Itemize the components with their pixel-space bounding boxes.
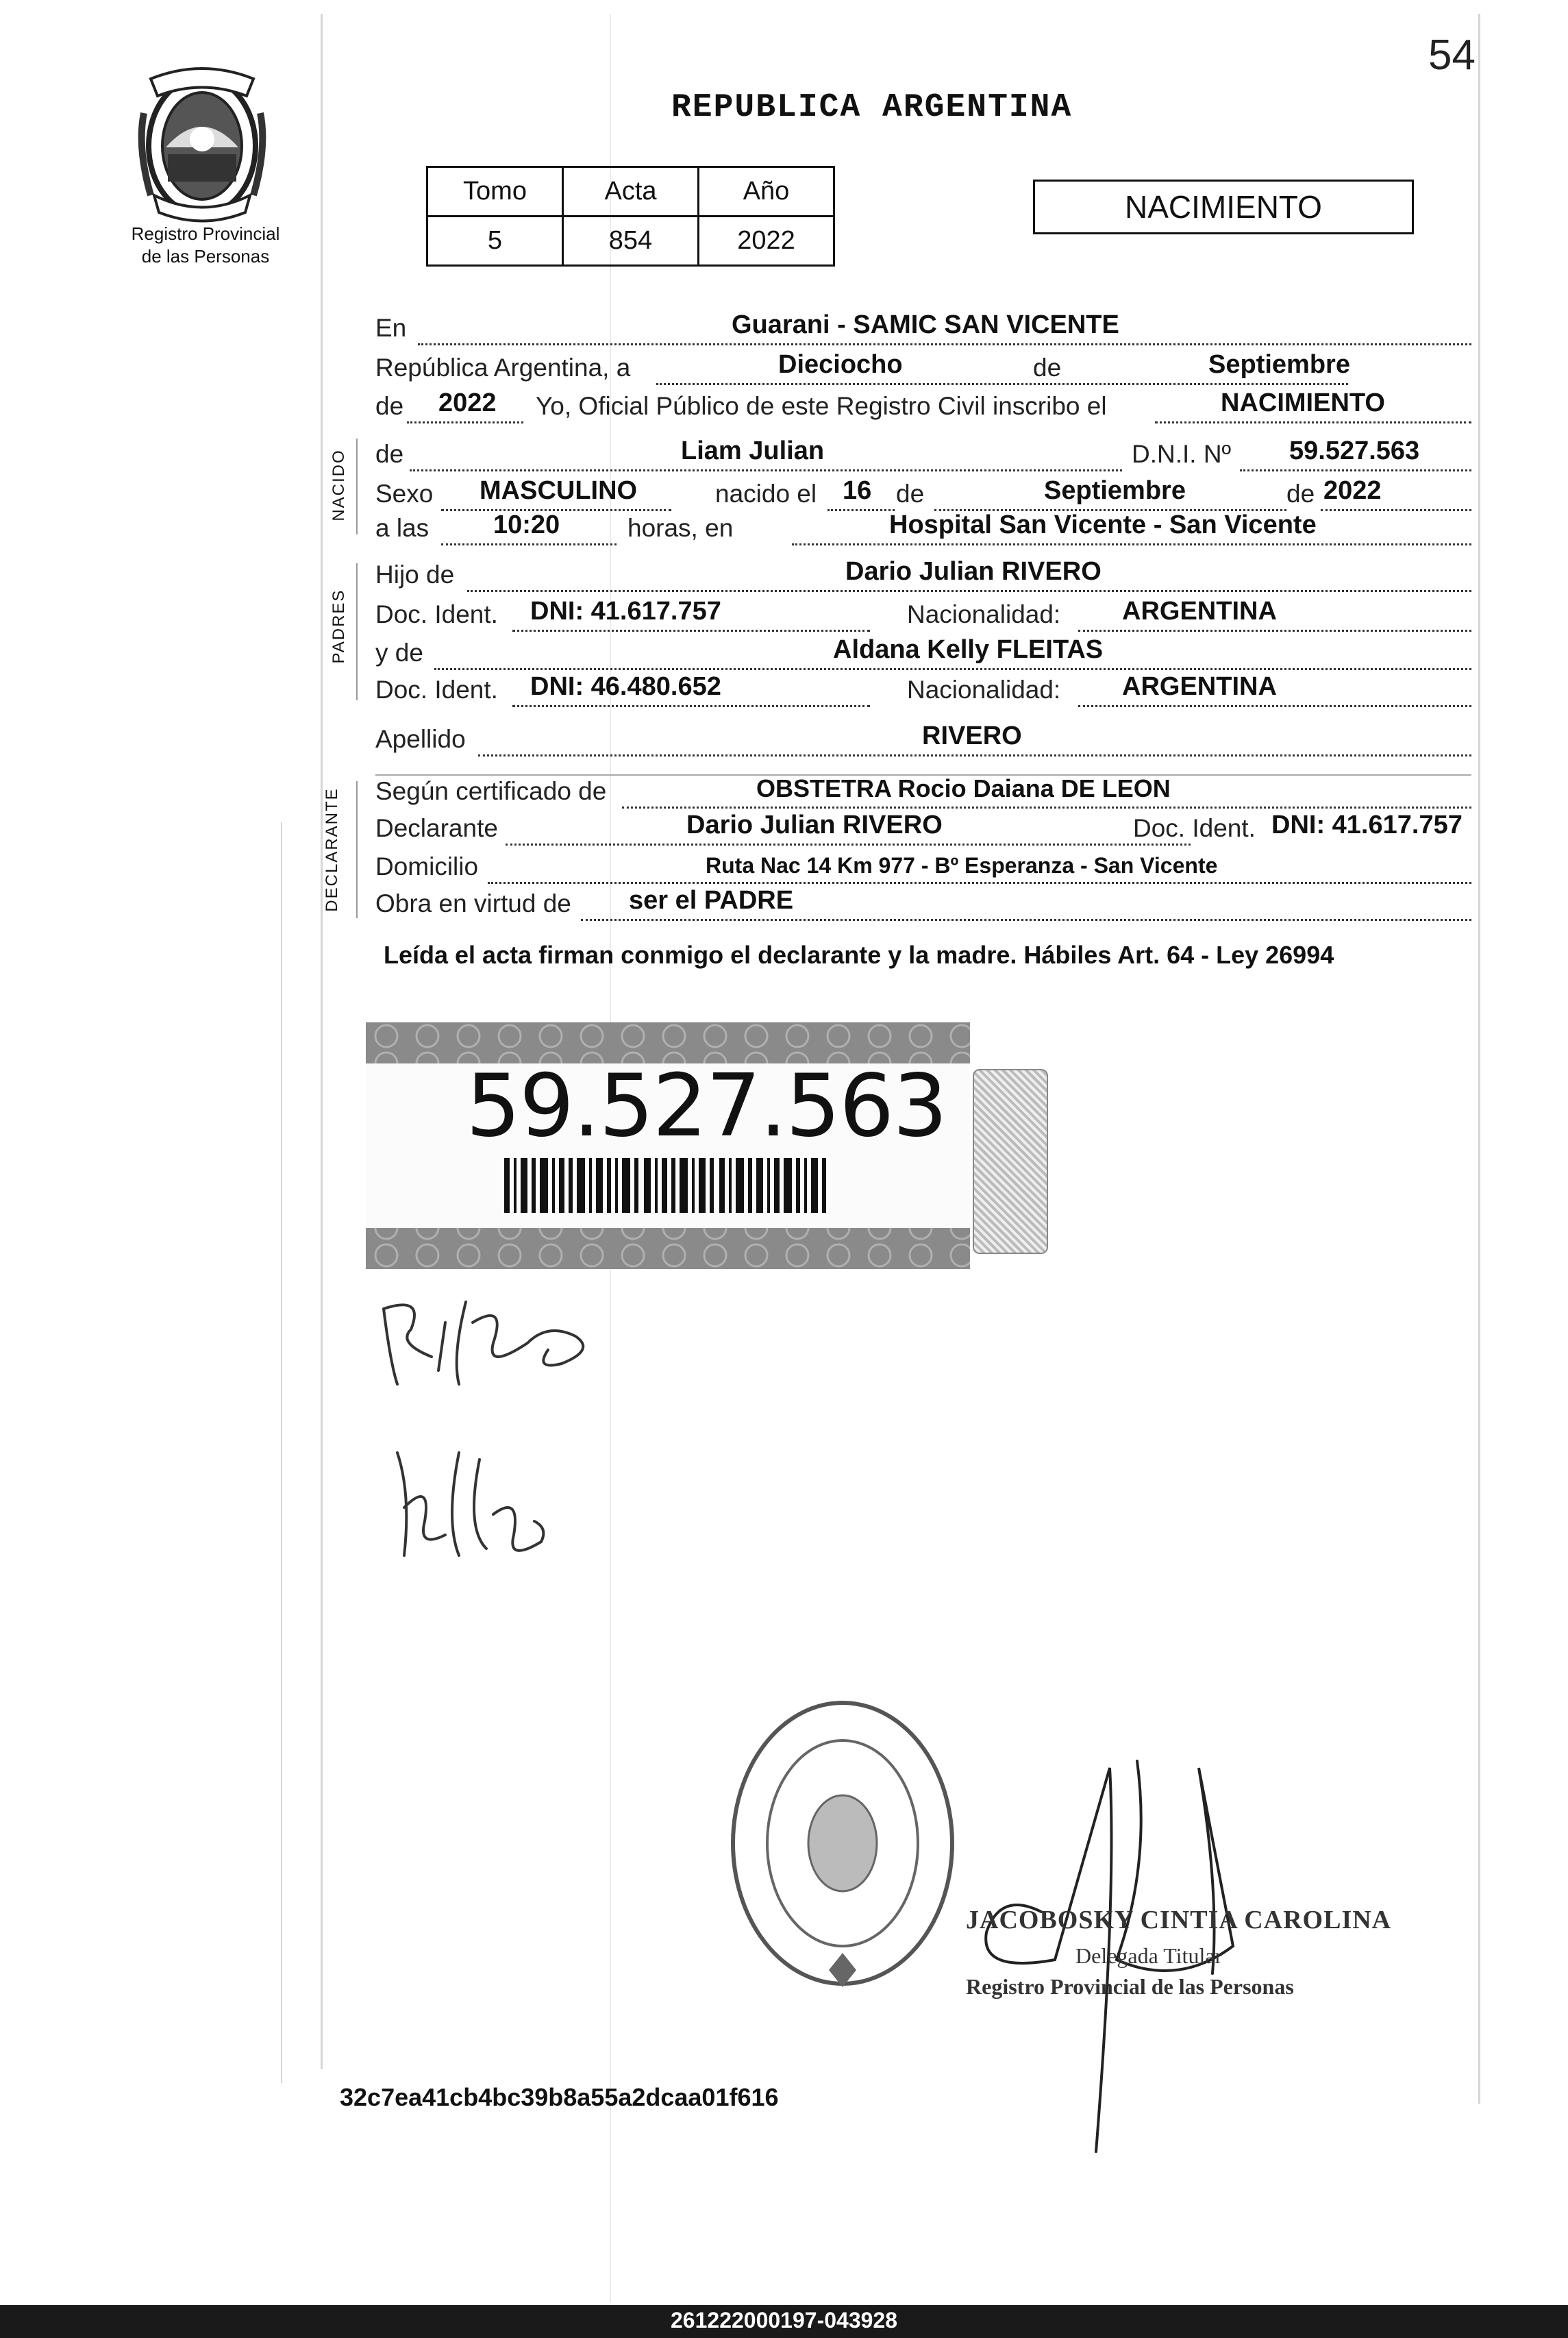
section-divider <box>356 563 358 700</box>
record-table-cell: 5 <box>427 217 563 266</box>
label-nacido-el: nacido el <box>715 480 817 508</box>
label-domicilio: Domicilio <box>375 852 479 881</box>
row-hora <box>375 508 1471 551</box>
label-doc-ident: Doc. Ident. <box>375 676 498 704</box>
value-sexo: MASCULINO <box>480 476 638 505</box>
section-label-declarante: DECLARANTE <box>323 787 341 912</box>
official-title: Delegada Titular <box>1075 1943 1223 1968</box>
label-de: de <box>1030 354 1064 382</box>
value-place: Guarani - SAMIC SAN VICENTE <box>732 310 1119 339</box>
label-declarante: Declarante <box>375 814 498 842</box>
value-apellido: RIVERO <box>922 722 1022 750</box>
label-horas: horas, en <box>627 514 734 542</box>
row-nacido-name <box>375 434 1471 477</box>
label-en: En <box>375 314 407 342</box>
official-name: JACOBOSKY CINTIA CAROLINA <box>966 1906 1392 1934</box>
footer-code: 261222000197-043928 <box>671 2308 897 2333</box>
sticker-dni-number: 59.527.563 <box>466 1055 947 1156</box>
row-apellido <box>375 719 1471 762</box>
value-month: Septiembre <box>1208 350 1350 379</box>
label-hijo-de: Hijo de <box>375 561 455 589</box>
value-certificado: OBSTETRA Rocio Daiana DE LEON <box>756 774 1171 802</box>
record-table-cell: 854 <box>563 217 699 266</box>
label-las: a las <box>375 514 430 542</box>
record-table-header: Tomo <box>427 167 563 217</box>
row-y-de <box>375 633 1471 676</box>
row-republica <box>375 348 1471 391</box>
label-de-month: de <box>896 480 925 508</box>
scan-right-line <box>1478 14 1480 2104</box>
record-table-header-row <box>427 167 834 217</box>
row-domicilio <box>375 847 1471 889</box>
label-nacionalidad: Nacionalidad: <box>907 676 1061 704</box>
value-child-name: Liam Julian <box>681 436 825 465</box>
value-birth-year: 2022 <box>1323 476 1382 505</box>
closing-note: Leída el acta firman conmigo el declarante y la madre. Hábiles Art. 64 - Ley 26994 <box>384 941 1334 969</box>
official-name-block <box>966 1905 1391 1999</box>
value-domicilio: Ruta Nac 14 Km 977 - Bº Esperanza - San Vicente <box>706 853 1218 878</box>
row-hijo-de <box>375 555 1471 598</box>
registry-caption <box>89 223 322 268</box>
row-year <box>375 386 1471 429</box>
province-seal-logo <box>130 65 274 223</box>
record-table-cell: 2022 <box>699 217 834 266</box>
section-label-nacido: NACIDO <box>329 449 348 521</box>
value-mother-name: Aldana Kelly FLEITAS <box>833 635 1104 664</box>
registry-caption-line-1: Registro Provincial <box>131 223 280 244</box>
label-de-year: de <box>375 392 404 420</box>
row-father-doc <box>375 595 1471 637</box>
page-number: 54 <box>1428 32 1476 79</box>
value-day-words: Dieciocho <box>778 350 903 379</box>
declarant-signature <box>370 1281 617 1391</box>
value-declarante-name: Dario Julian RIVERO <box>686 811 943 839</box>
row-obra <box>375 884 1471 926</box>
label-republica: República Argentina, a <box>375 354 631 382</box>
label-y-de: y de <box>375 639 423 667</box>
document-hash: 32c7ea41cb4bc39b8a55a2dcaa01f616 <box>340 2083 779 2111</box>
row-en <box>375 308 1471 351</box>
label-dni: D.N.I. Nº <box>1132 440 1232 468</box>
value-father-doc: DNI: 41.617.757 <box>530 597 721 626</box>
value-birth-month: Septiembre <box>1044 476 1186 505</box>
value-birth-day: 16 <box>843 476 872 505</box>
row-mother-doc <box>375 670 1471 713</box>
record-table-header: Año <box>699 167 834 217</box>
label-doc-ident: Doc. Ident. <box>375 600 498 628</box>
mother-signature <box>384 1439 562 1576</box>
row-certificado <box>375 772 1471 814</box>
barcode <box>504 1158 833 1213</box>
scan-margin-line <box>321 14 323 2069</box>
record-table-value-row <box>427 217 834 266</box>
label-apellido: Apellido <box>375 725 466 753</box>
label-obra: Obra en virtud de <box>375 889 571 918</box>
value-declarante-doc: DNI: 41.617.757 <box>1271 811 1463 839</box>
section-divider <box>356 439 358 534</box>
record-table <box>426 166 835 267</box>
value-inscribes: NACIMIENTO <box>1221 389 1385 417</box>
hospital-stamp <box>726 1693 959 1994</box>
value-father-nationality: ARGENTINA <box>1122 597 1277 626</box>
value-child-dni: 59.527.563 <box>1289 436 1420 465</box>
official-registry: Registro Provincial de las Personas <box>966 1974 1294 1999</box>
label-declarante-doc: Doc. Ident. <box>1130 814 1258 843</box>
label-certificado: Según certificado de <box>375 777 607 805</box>
label-nacionalidad: Nacionalidad: <box>907 600 1061 628</box>
row-declarante <box>375 809 1471 851</box>
value-year: 2022 <box>438 389 497 417</box>
label-yo: Yo, Oficial Público de este Registro Civil inscribo el <box>536 392 1107 420</box>
value-mother-doc: DNI: 46.480.652 <box>530 672 721 701</box>
scan-margin-line-lower <box>281 822 282 2083</box>
value-birth-place: Hospital San Vicente - San Vicente <box>889 510 1317 539</box>
value-father-name: Dario Julian RIVERO <box>845 557 1102 586</box>
hologram-seal <box>973 1069 1048 1254</box>
label-de-birth-year: de <box>1286 480 1315 508</box>
value-obra: ser el PADRE <box>629 886 794 915</box>
label-de-name: de <box>375 440 404 468</box>
value-birth-time: 10:20 <box>493 510 560 539</box>
document-title: REPUBLICA ARGENTINA <box>671 89 1073 126</box>
record-type-box: NACIMIENTO <box>1033 180 1414 234</box>
section-label-padres: PADRES <box>329 589 348 664</box>
record-table-header: Acta <box>563 167 699 217</box>
value-mother-nationality: ARGENTINA <box>1122 672 1277 701</box>
section-divider <box>356 781 358 918</box>
registry-caption-line-2: de las Personas <box>141 246 270 267</box>
label-sexo: Sexo <box>375 480 434 508</box>
